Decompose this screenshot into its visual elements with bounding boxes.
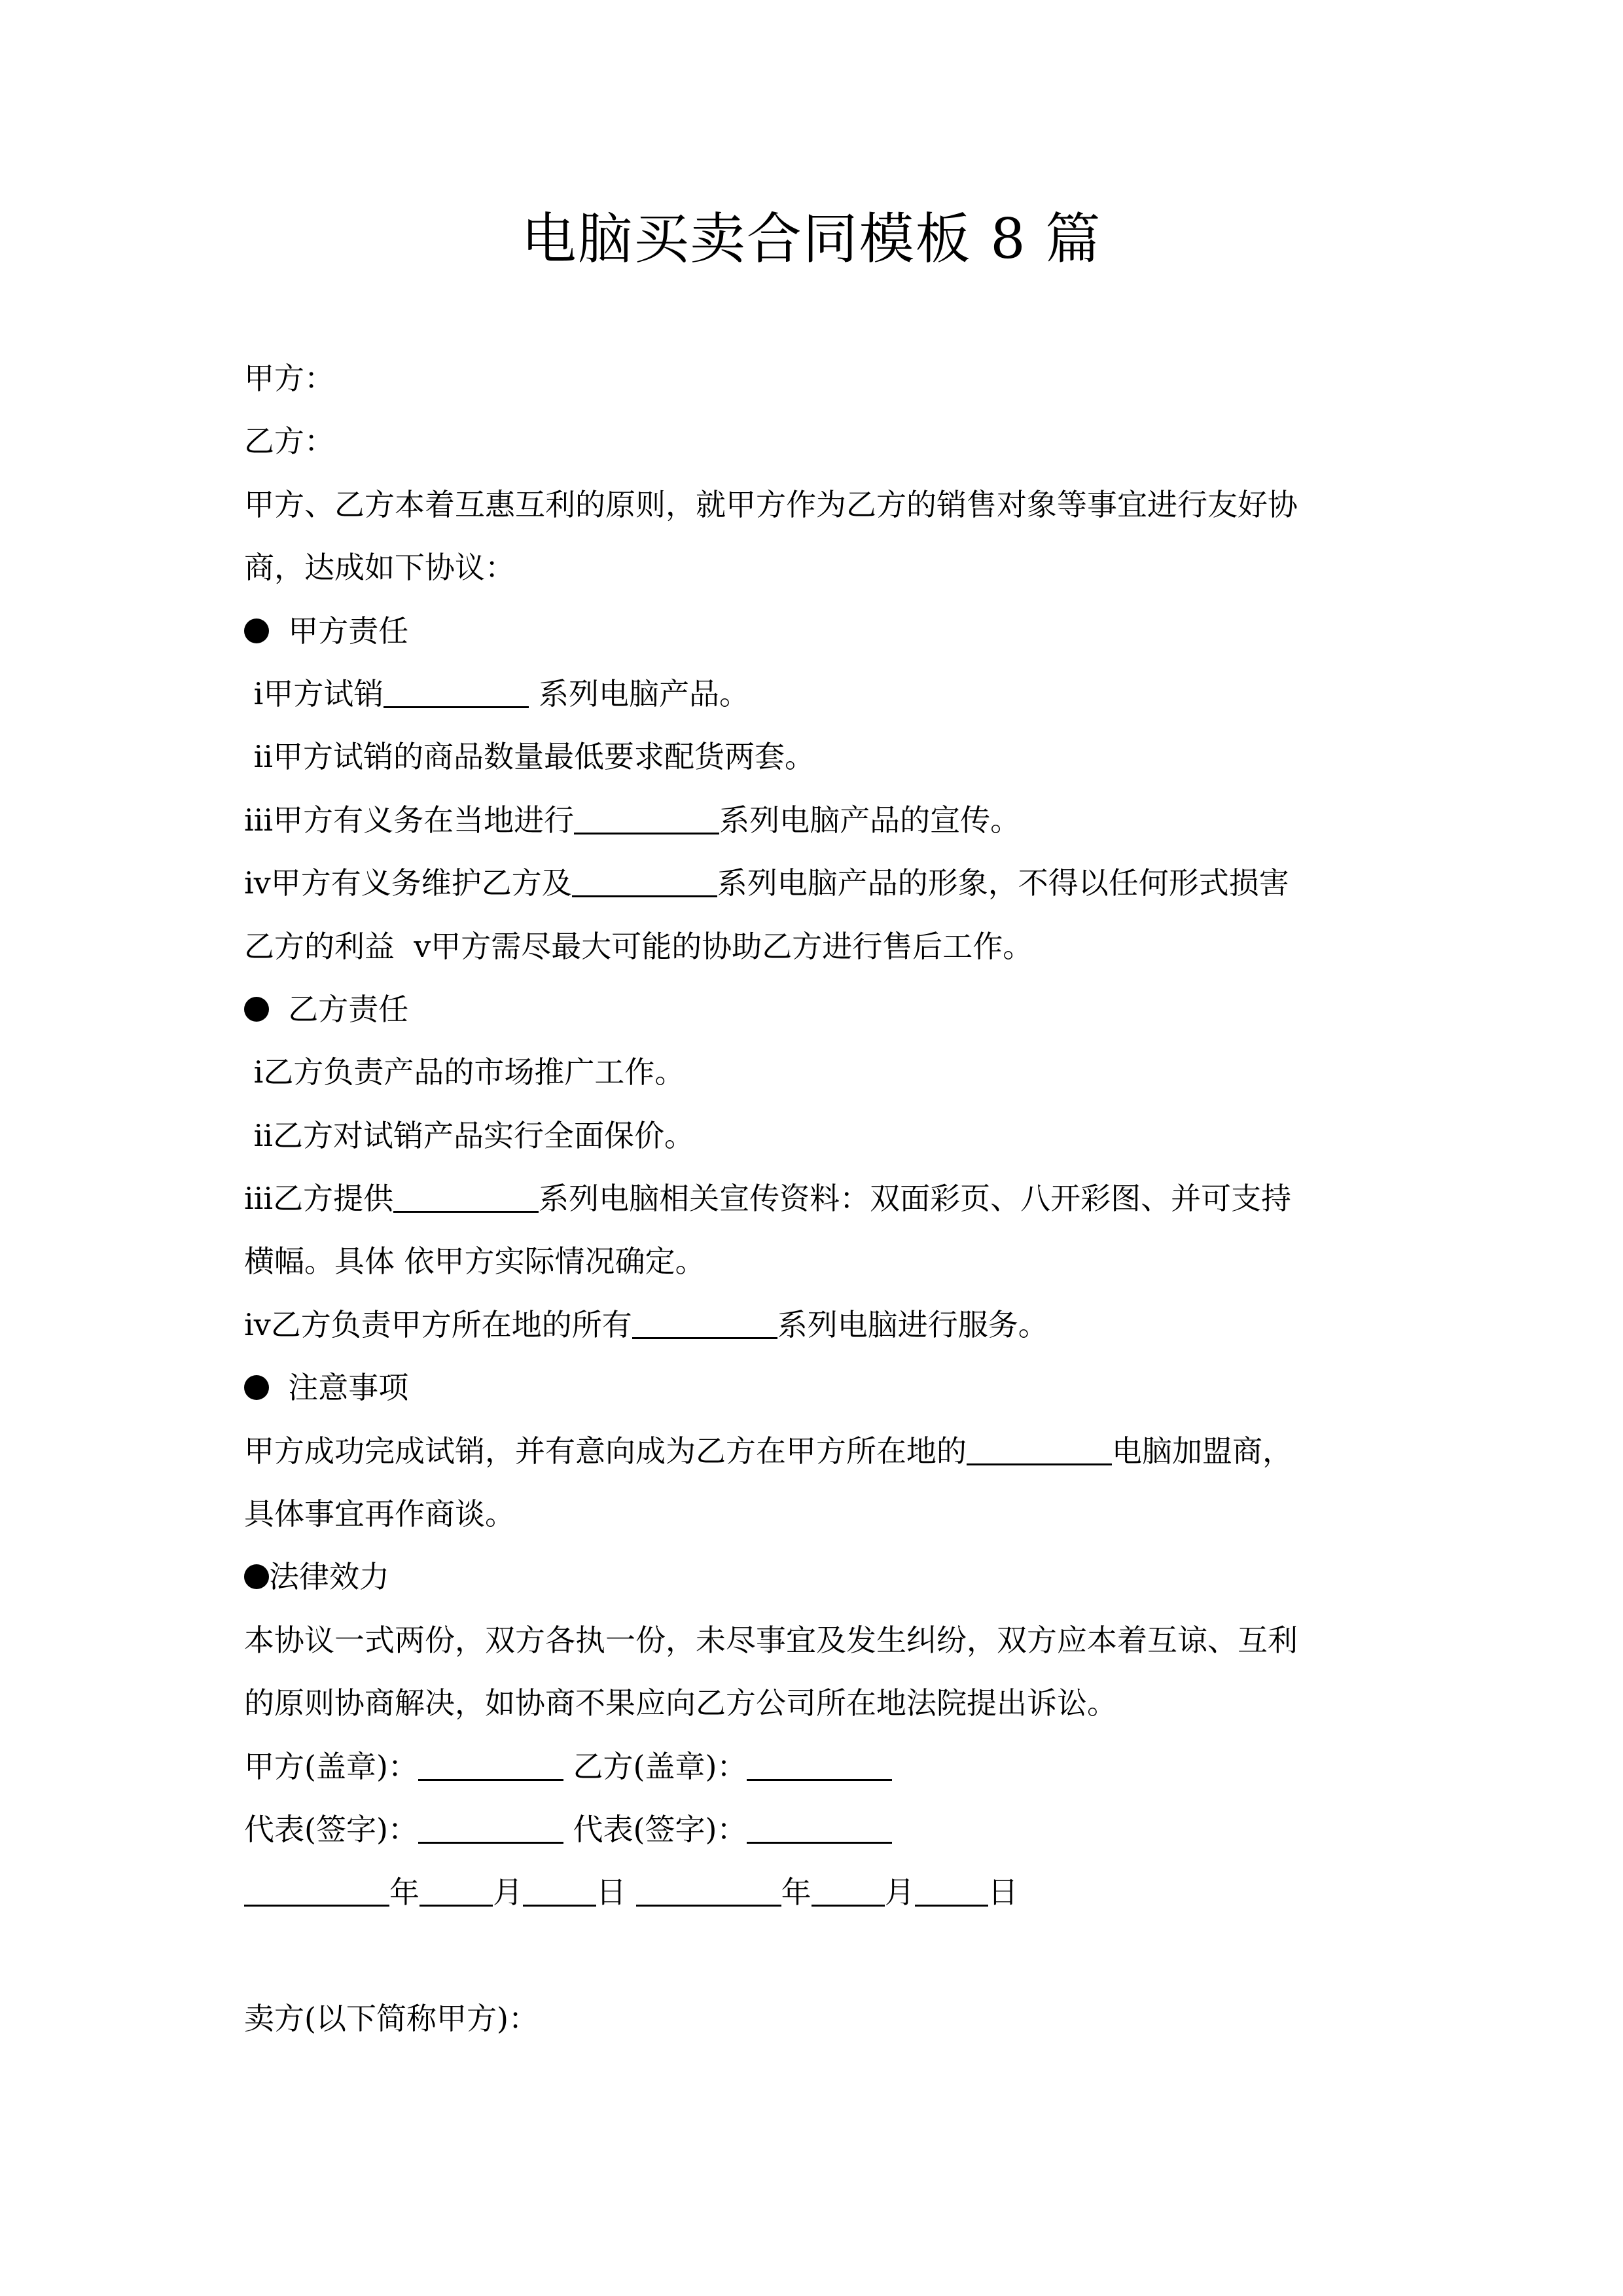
fill-in-blank [632, 1307, 777, 1339]
text-segment: ⅱ甲方试销的商品数量最低要求配货两套。 [253, 739, 815, 775]
fill-in-blank [572, 865, 717, 897]
year-blank [244, 1874, 389, 1907]
day-blank [915, 1874, 988, 1907]
section-a-item-4-cont: 乙方的利益 ⅴ甲方需尽最大可能的协助乙方进行售后工作。 [244, 928, 1033, 964]
section-b-item-3 [244, 1179, 1383, 1242]
party-a-seal-blank [418, 1749, 563, 1781]
seal-line [244, 1747, 1383, 1810]
party-b-seal-label: 乙方(盖章)： [573, 1748, 747, 1784]
text-segment: 甲方成功完成试销，并有意向成为乙方在甲方所在地的 [244, 1433, 967, 1469]
year-blank [636, 1874, 781, 1907]
section-b-heading: 乙方责任 [288, 991, 409, 1027]
notes-heading: 注意事项 [288, 1370, 409, 1406]
bullet-icon [244, 619, 269, 643]
legal-heading: 法律效力 [269, 1559, 389, 1595]
section-b-item-3-cont: 横幅。具体 依甲方实际情况确定。 [244, 1244, 705, 1280]
signature-line [244, 1810, 1383, 1873]
party-b-line: 乙方： [244, 423, 334, 459]
section-a-item-1 [244, 674, 1383, 737]
text-segment: 系列电脑相关宣传资料：双面彩页、八开彩图、并可支持 [539, 1181, 1292, 1217]
notes-line-2: 具体事宜再作商谈。 [244, 1496, 515, 1532]
rep-sign-a-label: 代表(签字)： [244, 1811, 418, 1847]
bullet-icon [244, 1375, 269, 1400]
day-label: 日 [988, 1874, 1018, 1910]
section-b-item-2 [244, 1116, 1383, 1179]
section-heading-party-a [244, 611, 1383, 674]
text-segment: 系列电脑产品的宣传。 [719, 802, 1021, 838]
text-segment: ⅰ甲方试销 [253, 675, 384, 711]
rep-sign-b-blank [747, 1812, 892, 1844]
date-line [244, 1873, 1383, 1935]
month-blank [419, 1874, 493, 1907]
text-segment: ⅳ甲方有义务维护乙方及 [244, 865, 572, 901]
document-body [244, 359, 1383, 2062]
section-heading-party-b [244, 990, 1383, 1052]
fill-in-blank [383, 676, 529, 708]
month-blank [812, 1874, 885, 1907]
legal-line-1: 本协议一式两份，双方各执一份，未尽事宜及发生纠纷，双方应本着互谅、互利 [244, 1622, 1298, 1658]
text-segment: ⅳ乙方负责甲方所在地的所有 [244, 1306, 632, 1342]
fill-in-blank [574, 802, 719, 834]
bullet-icon [244, 997, 269, 1022]
document-title: 电脑买卖合同模板 8 篇 [521, 207, 1102, 271]
month-label: 月 [884, 1874, 915, 1910]
day-label: 日 [596, 1874, 626, 1910]
next-section-seller-line: 卖方(以下简称甲方)： [244, 2000, 539, 2036]
text-segment: 电脑加盟商， [1112, 1433, 1293, 1469]
fill-in-blank [393, 1181, 539, 1213]
party-b-seal-blank [747, 1749, 892, 1781]
intro-line-2: 商，达成如下协议： [244, 550, 515, 586]
month-label: 月 [493, 1874, 523, 1910]
text-segment: 系列电脑产品的形象，不得以任何形式损害 [717, 865, 1289, 901]
intro-line-1: 甲方、乙方本着互惠互利的原则，就甲方作为乙方的销售对象等事宜进行友好协 [244, 486, 1298, 522]
text-segment: 系列电脑进行服务。 [777, 1306, 1048, 1342]
rep-sign-a-blank [418, 1812, 563, 1844]
bullet-icon [244, 1564, 269, 1589]
section-heading-legal [244, 1557, 1383, 1620]
section-b-item-1 [244, 1052, 1383, 1115]
text-segment: ⅱ乙方对试销产品实行全面保价。 [253, 1117, 695, 1153]
party-a-seal-label: 甲方(盖章)： [244, 1748, 418, 1784]
notes-line-1 [244, 1431, 1383, 1494]
section-a-heading: 甲方责任 [288, 613, 409, 649]
text-segment: ⅲ甲方有义务在当地进行 [244, 802, 575, 838]
legal-line-2: 的原则协商解决，如协商不果应向乙方公司所在地法院提出诉讼。 [244, 1685, 1117, 1721]
text-segment: ⅰ乙方负责产品的市场推广工作。 [253, 1054, 685, 1090]
year-label: 年 [389, 1874, 419, 1910]
spacer [244, 1936, 1383, 1999]
party-a-line: 甲方： [244, 361, 334, 396]
section-heading-notes [244, 1368, 1383, 1431]
section-b-item-4 [244, 1305, 1383, 1368]
rep-sign-b-label: 代表(签字)： [573, 1811, 747, 1847]
section-a-item-4 [244, 863, 1383, 926]
year-label: 年 [781, 1874, 812, 1910]
fill-in-blank [967, 1433, 1112, 1465]
day-blank [523, 1874, 596, 1907]
section-a-item-3 [244, 800, 1383, 863]
section-a-item-2 [244, 737, 1383, 800]
text-segment: 系列电脑产品。 [529, 675, 749, 711]
text-segment: ⅲ乙方提供 [244, 1181, 394, 1217]
